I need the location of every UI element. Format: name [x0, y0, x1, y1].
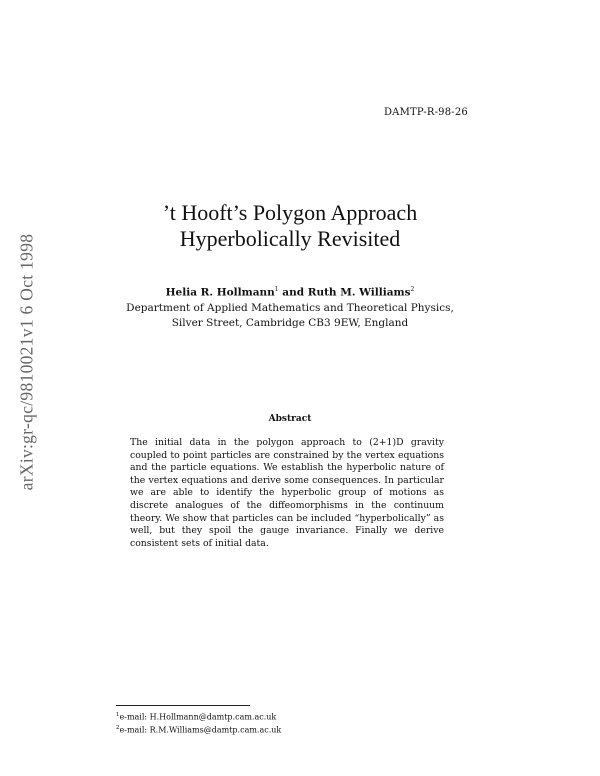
- footnote-email-hollmann: e-mail: H.Hollmann@damtp.cam.ac.uk: [119, 712, 277, 722]
- affiliation-line-2: Silver Street, Cambridge CB3 9EW, England: [171, 317, 409, 329]
- author-footnote-mark-1: 1: [274, 286, 279, 293]
- paper-title: [90, 200, 490, 252]
- footnote-2: [116, 723, 436, 736]
- paper-title-line-2: Hyperbolically Revisited: [179, 226, 401, 251]
- report-number: DAMTP-R-98-26: [383, 107, 468, 118]
- affiliation-line-1: Department of Applied Mathematics and Theoretical Physics,: [126, 302, 454, 314]
- footnote-email-williams: e-mail: R.M.Williams@damtp.cam.ac.uk: [119, 725, 282, 735]
- author-name-1: Helia R. Hollmann: [165, 286, 275, 299]
- author-footnote-mark-2: 2: [410, 286, 415, 293]
- affiliation: [90, 301, 490, 331]
- arxiv-identifier-stamp: arXiv:gr-qc/9810021v1 6 Oct 1998: [16, 233, 37, 491]
- paper-title-line-1: ’t Hooft’s Polygon Approach: [162, 200, 418, 225]
- abstract-heading: Abstract: [268, 414, 312, 424]
- footnotes: [116, 710, 436, 735]
- footnote-1: [116, 710, 436, 723]
- author-name-2: Ruth M. Williams: [307, 286, 411, 299]
- author-conjunction: and: [278, 286, 308, 299]
- abstract-text: The initial data in the polygon approach to (2+1)D gravity coupled to point particles are constrained by the vertex equations and the particle equations. We establish the hyperbolic nature of the vertex equations and derive some consequences. In particular we are able to identify the hyperbolic group of motions as discrete analogues of the diffeomorphisms in the continuum theory. We show that particles can be included “hyperbolically” as well, but they spoil the gauge invariance. Finally we derive consistent sets of initial data.: [130, 437, 444, 549]
- author-list: [90, 286, 490, 299]
- footnote-mark: 2: [116, 724, 120, 731]
- footnote-divider: [116, 705, 250, 706]
- footnote-mark: 1: [116, 712, 120, 718]
